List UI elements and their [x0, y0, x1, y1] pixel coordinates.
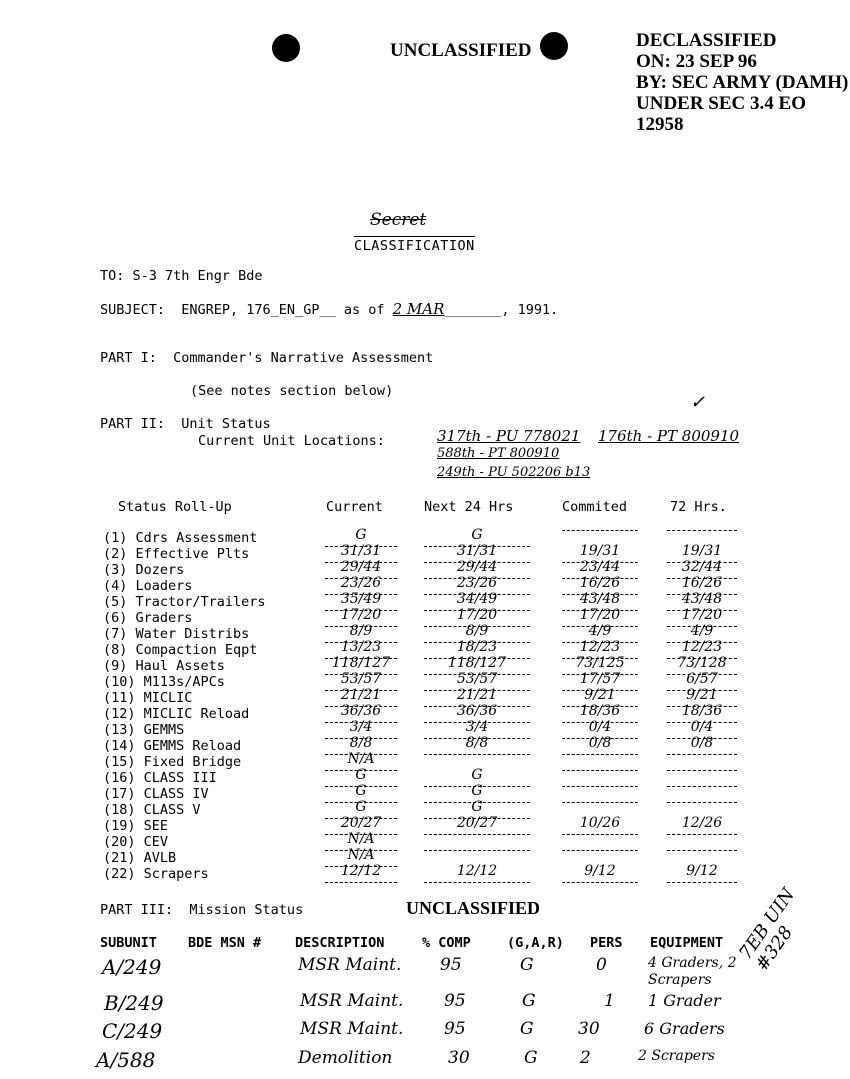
declass-line: UNDER SEC 3.4 EO	[636, 93, 806, 114]
current-cell: 3/4	[325, 722, 397, 739]
commited-cell	[562, 754, 638, 755]
current-cell: 17/20	[325, 610, 397, 627]
commited-cell	[562, 530, 638, 531]
h72-cell	[667, 802, 737, 803]
status-table-header	[0, 499, 850, 515]
commited-cell	[562, 786, 638, 787]
current-cell: 20/27	[325, 818, 397, 835]
commited-cell: 17/57	[562, 674, 638, 691]
current-cell: 53/57	[325, 674, 397, 691]
unclassified-marking-top: UNCLASSIFIED	[390, 40, 532, 61]
h72-cell	[667, 786, 737, 787]
declassification-stamp	[636, 30, 848, 135]
status-label: (9) Haul Assets	[103, 658, 225, 674]
next24-cell	[424, 850, 530, 851]
current-cell: 8/9	[325, 626, 397, 643]
status-label: (10) M113s/APCs	[103, 674, 225, 690]
gar-cell: G	[524, 1048, 538, 1068]
comp-cell: 95	[444, 1019, 466, 1039]
current-cell: 8/8	[325, 738, 397, 755]
redaction-dot-left	[272, 34, 300, 62]
status-label: (4) Loaders	[103, 578, 193, 594]
current-cell: G	[325, 786, 397, 803]
comp-cell: 95	[440, 955, 462, 975]
commited-cell	[562, 802, 638, 803]
part1-note: (See notes section below)	[190, 383, 394, 399]
equipment-cell: 6 Graders	[644, 1019, 725, 1038]
h72-cell: 32/44	[667, 562, 737, 579]
description-cell: MSR Maint.	[298, 955, 402, 975]
h72-cell: 9/12	[667, 866, 737, 883]
header-current: Current	[326, 499, 383, 515]
subject-line	[100, 300, 558, 318]
comp-cell: 95	[444, 991, 466, 1011]
declass-line: BY: SEC ARMY (DAMH)	[636, 72, 849, 93]
check-mark: ✓	[690, 392, 706, 413]
header-status-rollup: Status Roll-Up	[118, 499, 232, 515]
subunit-cell: B/249	[104, 991, 164, 1015]
next24-cell: 31/31	[424, 546, 530, 563]
next24-cell: G	[424, 802, 530, 819]
commited-cell	[562, 834, 638, 835]
description-cell: Demolition	[298, 1048, 393, 1068]
commited-cell: 0/8	[562, 738, 638, 755]
subject-prefix: SUBJECT: ENGREP, 176_EN_GP__ as of	[100, 302, 385, 318]
mission-row	[0, 1019, 850, 1043]
next24-cell: G	[424, 530, 530, 547]
status-label: (22) Scrapers	[103, 866, 209, 882]
h72-cell	[667, 770, 737, 771]
next24-cell	[424, 834, 530, 835]
h72-cell	[667, 850, 737, 851]
current-cell: N/A	[325, 754, 397, 771]
h72-cell	[667, 530, 737, 531]
status-label: (18) CLASS V	[103, 802, 201, 818]
to-line: TO: S-3 7th Engr Bde	[100, 268, 263, 284]
commited-cell	[562, 850, 638, 851]
status-label: (7) Water Distribs	[103, 626, 250, 642]
mission-table-header	[0, 935, 850, 951]
status-label: (19) SEE	[103, 818, 169, 834]
subject-suffix: _______, 1991.	[444, 302, 559, 318]
header-commited: Commited	[562, 499, 628, 515]
part1-title: PART I: Commander's Narrative Assessment	[100, 350, 434, 366]
current-cell: 23/26	[325, 578, 397, 595]
equipment-cell: 4 Graders, 2 Scrapers	[648, 955, 737, 988]
commited-cell: 23/44	[562, 562, 638, 579]
current-cell: 29/44	[325, 562, 397, 579]
commited-cell: 17/20	[562, 610, 638, 627]
header-description: DESCRIPTION	[295, 935, 385, 951]
status-label: (6) Graders	[103, 610, 193, 626]
next24-cell: 36/36	[424, 706, 530, 723]
status-label: (12) MICLIC Reload	[103, 706, 250, 722]
h72-cell: 0/8	[667, 738, 737, 755]
status-label: (11) MICLIC	[103, 690, 193, 706]
next24-cell: 118/127	[424, 658, 530, 675]
h72-cell	[667, 834, 737, 835]
location-entry: 588th - PT 800910	[437, 446, 560, 461]
status-label: (17) CLASS IV	[103, 786, 209, 802]
commited-cell: 43/48	[562, 594, 638, 611]
header-gar: (G,A,R)	[507, 935, 564, 951]
h72-cell: 4/9	[667, 626, 737, 643]
classification-label: CLASSIFICATION	[354, 238, 475, 254]
margin-annotation: 7EB UIN #328	[735, 884, 800, 975]
status-label: (20) CEV	[103, 834, 169, 850]
subject-date: 2 MAR	[392, 300, 445, 318]
unclassified-marking-mid: UNCLASSIFIED	[406, 898, 541, 918]
part2-title: PART II: Unit Status	[100, 416, 271, 432]
location-entry: 317th - PU 778021	[437, 427, 581, 445]
commited-cell: 16/26	[562, 578, 638, 595]
gar-cell: G	[520, 955, 534, 975]
locations-label: Current Unit Locations:	[198, 433, 385, 449]
current-cell: N/A	[325, 850, 397, 867]
h72-cell: 43/48	[667, 594, 737, 611]
h72-cell: 18/36	[667, 706, 737, 723]
next24-cell: 29/44	[424, 562, 530, 579]
equipment-cell: 1 Grader	[648, 991, 721, 1010]
header-bde-msn: BDE MSN #	[188, 935, 262, 951]
h72-cell: 19/31	[667, 546, 737, 563]
current-cell: N/A	[325, 834, 397, 851]
commited-cell: 9/12	[562, 866, 638, 883]
h72-cell	[667, 754, 737, 755]
next24-cell: 20/27	[424, 818, 530, 835]
commited-cell: 4/9	[562, 626, 638, 643]
current-cell: 21/21	[325, 690, 397, 707]
status-label: (13) GEMMS	[103, 722, 185, 738]
h72-cell: 17/20	[667, 610, 737, 627]
declass-line: 12958	[636, 114, 684, 135]
mission-row	[0, 955, 850, 988]
commited-cell: 0/4	[562, 722, 638, 739]
next24-cell: 8/9	[424, 626, 530, 643]
status-label: (21) AVLB	[103, 850, 177, 866]
description-cell: MSR Maint.	[300, 991, 404, 1011]
h72-cell: 16/26	[667, 578, 737, 595]
current-cell: G	[325, 802, 397, 819]
pers-cell: 30	[578, 1019, 600, 1039]
commited-cell: 12/23	[562, 642, 638, 659]
current-cell: 118/127	[325, 658, 397, 675]
h72-cell: 73/128	[667, 658, 737, 675]
subunit-cell: A/249	[102, 955, 162, 979]
status-row	[0, 735, 850, 754]
part3-title: PART III: Mission Status	[100, 902, 304, 918]
header-72hrs: 72 Hrs.	[670, 499, 727, 515]
handwritten-classification: Secret	[370, 210, 427, 230]
current-cell: G	[325, 530, 397, 547]
next24-cell: 34/49	[424, 594, 530, 611]
next24-cell: 21/21	[424, 690, 530, 707]
status-label: (2) Effective Plts	[103, 546, 250, 562]
next24-cell: 23/26	[424, 578, 530, 595]
status-label: (3) Dozers	[103, 562, 185, 578]
h72-cell: 12/26	[667, 818, 737, 835]
status-row	[0, 815, 850, 834]
comp-cell: 30	[448, 1048, 470, 1068]
status-label: (15) Fixed Bridge	[103, 754, 242, 770]
next24-cell: 18/23	[424, 642, 530, 659]
current-cell: 36/36	[325, 706, 397, 723]
status-label: (8) Compaction Eqpt	[103, 642, 258, 658]
pers-cell: 2	[580, 1048, 591, 1068]
header-equipment: EQUIPMENT	[650, 935, 724, 951]
next24-cell: 3/4	[424, 722, 530, 739]
location-entry: 176th - PT 800910	[598, 427, 740, 445]
subunit-cell: A/588	[96, 1048, 156, 1072]
commited-cell: 19/31	[562, 546, 638, 563]
header-subunit: SUBUNIT	[100, 935, 157, 951]
gar-cell: G	[522, 991, 536, 1011]
next24-cell: 12/12	[424, 866, 530, 883]
header-next24: Next 24 Hrs	[424, 499, 514, 515]
status-label: (1) Cdrs Assessment	[103, 530, 258, 546]
declass-line: ON: 23 SEP 96	[636, 51, 757, 72]
commited-cell	[562, 770, 638, 771]
description-cell: MSR Maint.	[300, 1019, 404, 1039]
next24-cell	[424, 754, 530, 755]
h72-cell: 9/21	[667, 690, 737, 707]
mission-row	[0, 991, 850, 1015]
status-row	[0, 831, 850, 850]
commited-cell: 18/36	[562, 706, 638, 723]
current-cell: 13/23	[325, 642, 397, 659]
commited-cell: 10/26	[562, 818, 638, 835]
next24-cell: 17/20	[424, 610, 530, 627]
status-row	[0, 863, 850, 882]
redaction-dot-right	[540, 32, 568, 60]
status-label: (14) GEMMS Reload	[103, 738, 242, 754]
next24-cell: 8/8	[424, 738, 530, 755]
next24-cell: G	[424, 770, 530, 787]
status-label: (16) CLASS III	[103, 770, 217, 786]
header-pers: PERS	[590, 935, 623, 951]
h72-cell: 12/23	[667, 642, 737, 659]
header-comp: % COMP	[422, 935, 471, 951]
current-cell: 12/12	[325, 866, 397, 883]
equipment-cell: 2 Scrapers	[638, 1048, 715, 1064]
next24-cell: G	[424, 786, 530, 803]
h72-cell: 0/4	[667, 722, 737, 739]
declass-line: DECLASSIFIED	[636, 30, 777, 51]
current-cell: 31/31	[325, 546, 397, 563]
status-label: (5) Tractor/Trailers	[103, 594, 266, 610]
commited-cell: 73/125	[562, 658, 638, 675]
current-cell: 35/49	[325, 594, 397, 611]
pers-cell: 1	[604, 991, 615, 1011]
gar-cell: G	[520, 1019, 534, 1039]
commited-cell: 9/21	[562, 690, 638, 707]
location-entry: 249th - PU 502206 b13	[437, 465, 591, 480]
mission-row	[0, 1048, 850, 1072]
next24-cell: 53/57	[424, 674, 530, 691]
current-cell: G	[325, 770, 397, 787]
h72-cell: 6/57	[667, 674, 737, 691]
subunit-cell: C/249	[102, 1019, 163, 1043]
pers-cell: 0	[596, 955, 607, 975]
